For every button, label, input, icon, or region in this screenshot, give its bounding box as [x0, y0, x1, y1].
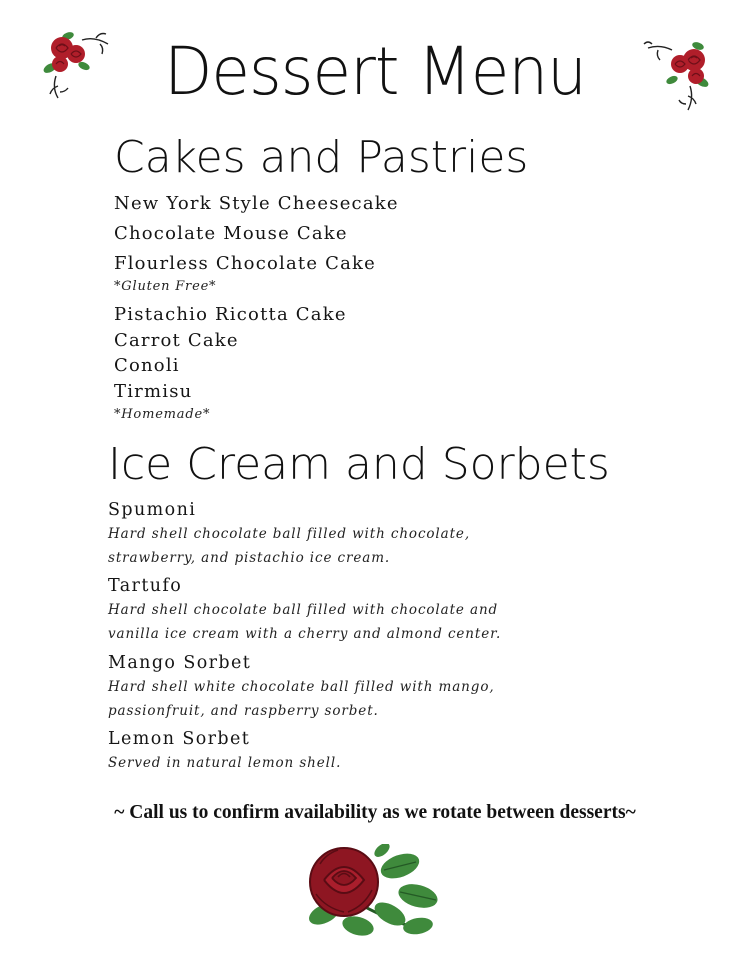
- menu-item: Mango Sorbet: [108, 653, 252, 673]
- menu-item: Tirmisu: [114, 381, 193, 402]
- item-note: *Gluten Free*: [114, 279, 217, 294]
- menu-item: Flourless Chocolate Cake: [114, 253, 376, 274]
- item-description: strawberry, and pistachio ice cream.: [108, 550, 391, 566]
- menu-item: Tartufo: [108, 576, 183, 596]
- menu-item: New York Style Cheesecake: [114, 193, 399, 214]
- availability-note: ~ Call us to confirm availability as we rotate between desserts~: [114, 802, 636, 823]
- item-description: Hard shell chocolate ball filled with chocolate and: [108, 602, 499, 618]
- section-heading-cakes: Cakes and Pastries: [114, 132, 529, 183]
- section-heading-ice-cream: Ice Cream and Sorbets: [108, 439, 610, 490]
- item-description: Served in natural lemon shell.: [108, 755, 342, 771]
- item-description: vanilla ice cream with a cherry and almond center.: [108, 626, 502, 642]
- menu-item: Conoli: [114, 355, 180, 376]
- menu-item: Pistachio Ricotta Cake: [114, 304, 347, 325]
- menu-title: Dessert Menu: [164, 33, 586, 110]
- item-description: Hard shell white chocolate ball filled with mango,: [108, 679, 495, 695]
- menu-item: Carrot Cake: [114, 330, 239, 351]
- menu-item: Chocolate Mouse Cake: [114, 223, 348, 244]
- rose-bottom-icon: [300, 844, 445, 939]
- item-description: Hard shell chocolate ball filled with chocolate,: [108, 526, 471, 542]
- item-note: *Homemade*: [114, 407, 211, 422]
- item-description: passionfruit, and raspberry sorbet.: [108, 703, 379, 719]
- menu-item: Lemon Sorbet: [108, 729, 251, 749]
- menu-item: Spumoni: [108, 500, 197, 520]
